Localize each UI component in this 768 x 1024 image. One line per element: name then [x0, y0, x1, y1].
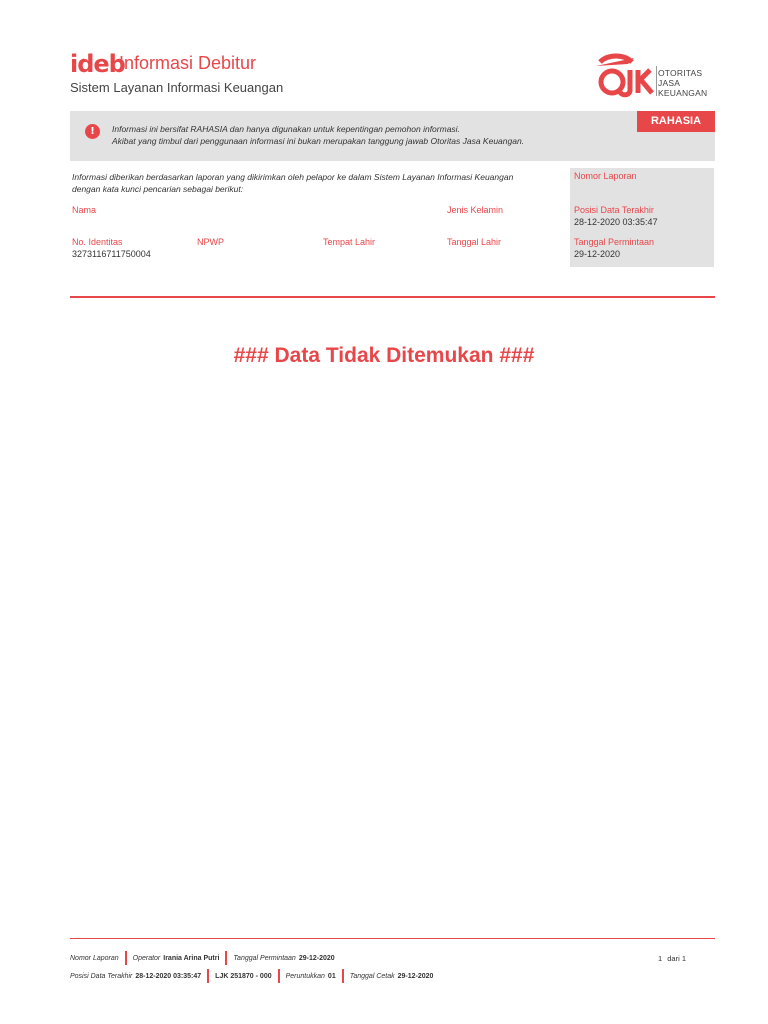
page-total: dari 1 — [667, 954, 687, 963]
no-identitas-value: 3273116711750004 — [72, 249, 151, 259]
ideb-logo — [70, 52, 125, 76]
page-subtitle: Sistem Layanan Informasi Keuangan — [70, 80, 284, 95]
info-icon: ! — [85, 124, 100, 139]
footer-operator-value: Irania Arina Putri — [163, 954, 220, 962]
footer-separator — [342, 969, 344, 983]
ojk-line-1: OTORITAS — [658, 68, 703, 78]
page-number — [658, 954, 686, 963]
footer-nomor-laporan-label: Nomor Laporan — [70, 954, 119, 962]
footer-tanggal-cetak-value: 29-12-2020 — [397, 972, 434, 980]
notice-line-1: Informasi ini bersifat RAHASIA dan hanya digunakan untuk kepentingan pemohon informasi. — [112, 124, 460, 134]
jenis-kelamin-label: Jenis Kelamin — [447, 205, 504, 215]
rahasia-badge: RAHASIA — [637, 111, 715, 132]
ojk-wordmark — [658, 68, 707, 98]
footer-separator — [125, 951, 127, 965]
posisi-data-label: Posisi Data Terakhir — [574, 205, 654, 215]
footer-tanggal-permintaan-value: 29-12-2020 — [298, 954, 335, 962]
info-intro — [72, 171, 513, 195]
footer-separator — [278, 969, 280, 983]
ojk-line-3: KEUANGAN — [658, 88, 708, 98]
footer-operator-label: Operator — [132, 954, 161, 962]
footer-tanggal-permintaan-label: Tanggal Permintaan — [233, 954, 296, 962]
no-data-message: ### Data Tidak Ditemukan ### — [233, 344, 535, 367]
footer-divider — [70, 938, 715, 939]
npwp-label: NPWP — [197, 237, 224, 247]
footer-peruntukkan-value: 01 — [327, 972, 336, 980]
footer-posisi-value: 28-12-2020 03:35:47 — [135, 972, 202, 980]
info-intro-line-1: Informasi diberikan berdasarkan laporan yang dikirimkan oleh pelapor ke dalam Sistem Layanan Informasi Keuangan — [72, 172, 514, 182]
notice-line-2: Akibat yang timbul dari penggunaan informasi ini bukan merupakan tanggung jawab Otoritas Jasa Keuangan. — [112, 136, 525, 146]
nomor-laporan-label: Nomor Laporan — [574, 171, 637, 181]
ideb-logo-text: ideb — [70, 50, 125, 78]
section-divider — [70, 296, 715, 298]
notice-text — [112, 123, 524, 147]
tanggal-permintaan-label: Tanggal Permintaan — [574, 237, 655, 247]
page-current: 1 — [658, 954, 663, 963]
ojk-line-2: JASA — [658, 78, 681, 88]
page-title: Informasi Debitur — [119, 53, 257, 73]
footer-row-1 — [70, 951, 335, 965]
footer-ljk-value: LJK 251870 - 000 — [215, 972, 272, 980]
tanggal-permintaan-value: 29-12-2020 — [574, 249, 621, 259]
footer-tanggal-cetak-label: Tanggal Cetak — [349, 972, 395, 980]
posisi-data-value: 28-12-2020 03:35:47 — [574, 217, 658, 227]
footer-peruntukkan-label: Peruntukkan — [285, 972, 325, 980]
footer-posisi-label: Posisi Data Terakhir — [70, 972, 133, 980]
footer-separator — [207, 969, 209, 983]
footer-row-2 — [70, 969, 433, 983]
tanggal-lahir-label: Tanggal Lahir — [447, 237, 502, 247]
footer-separator — [225, 951, 227, 965]
tempat-lahir-label: Tempat Lahir — [323, 237, 376, 247]
no-identitas-label: No. Identitas — [72, 237, 123, 247]
info-intro-line-2: dengan kata kunci pencarian sebagai berikut: — [72, 184, 244, 194]
nama-label: Nama — [72, 205, 97, 215]
